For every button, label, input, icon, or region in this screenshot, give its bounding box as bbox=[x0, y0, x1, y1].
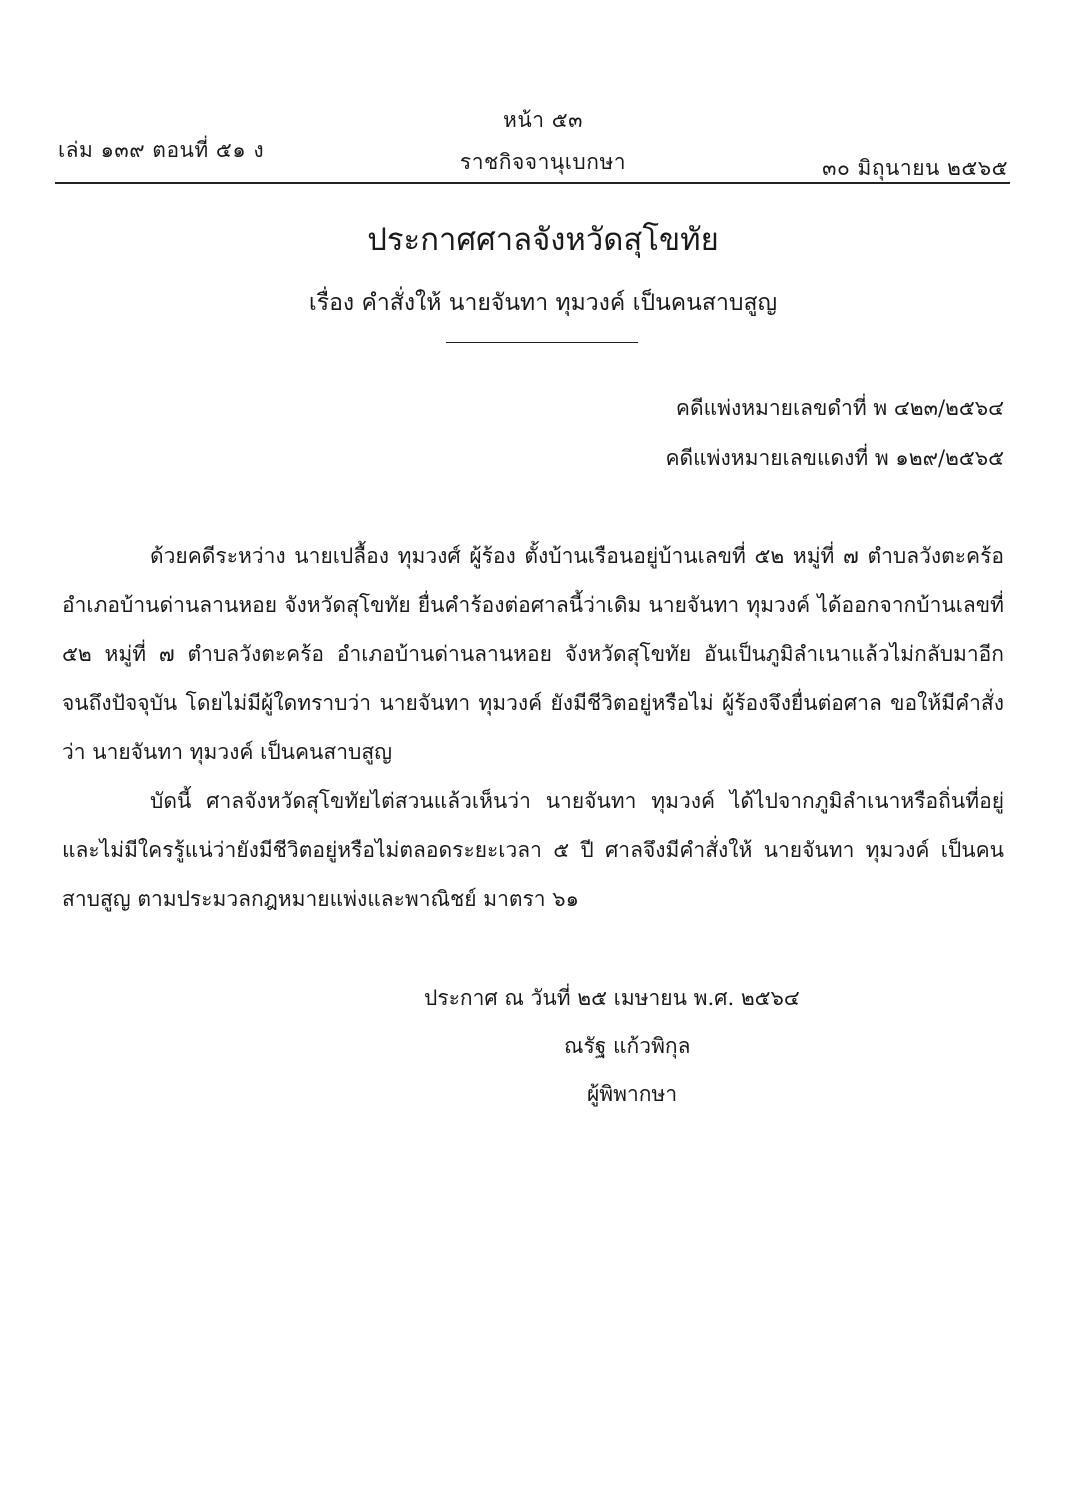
document-subject: เรื่อง คำสั่งให้ นายจันทา ทุมวงค์ เป็นคนสาบสูญ bbox=[308, 290, 778, 316]
body-paragraph-1: ด้วยคดีระหว่าง นายเปลื้อง ทุมวงศ์ ผู้ร้อง ตั้งบ้านเรือนอยู่บ้านเลขที่ ๕๒ หมู่ที่ ๗ ตำบลวังตะคร้อ อำเภอบ้านด่านลานหอย จังหวัดสุโขทัย ยื่นคำร้องต่อศาลนี้ว่าเดิม นายจันทา ทุมวงค์ ได้ออกจากบ้านเลขที่ ๕๒ หมู่ที่ ๗ ตำบลวังตะคร้อ อำเภอบ้านด่านลานหอย จังหวัดสุโขทัย อันเป็นภูมิลำเนาแล้วไม่กลับมาอีกจนถึงปัจจุบัน โดยไม่มีผู้ใดทราบว่า นายจันทา ทุมวงค์ ยังมีชีวิตอยู่หรือไม่ ผู้ร้องจึงยื่นต่อศาล ขอให้มีคำสั่งว่า นายจันทา ทุมวงค์ เป็นคนสาบสูญ bbox=[62, 544, 1004, 764]
black-case-number: คดีแพ่งหมายเลขดำที่ พ ๔๒๓/๒๕๖๔ bbox=[675, 396, 1004, 420]
gazette-volume: เล่ม ๑๓๙ ตอนที่ ๕๑ ง bbox=[58, 138, 265, 162]
judge-position: ผู้พิพากษา bbox=[587, 1082, 678, 1106]
header-divider bbox=[55, 182, 1010, 184]
announcement-body bbox=[62, 532, 1004, 924]
body-paragraph-2: บัดนี้ ศาลจังหวัดสุโขทัยไต่สวนแล้วเห็นว่า นายจันทา ทุมวงค์ ได้ไปจากภูมิลำเนาหรือถิ่นที่อยู่ และไม่มีใครรู้แน่ว่ายังมีชีวิตอยู่หรือไม่ตลอดระยะเวลา ๕ ปี ศาลจึงมีคำสั่งให้ นายจันทา ทุมวงค์ เป็นคนสาบสูญ ตามประมวลกฎหมายแพ่งและพาณิชย์ มาตรา ๖๑ bbox=[62, 789, 1004, 911]
gazette-date: ๓๐ มิถุนายน ๒๕๖๕ bbox=[822, 156, 1008, 180]
gazette-page-number: หน้า ๕๓ bbox=[503, 108, 583, 132]
announcement-date: ประกาศ ณ วันที่ ๒๕ เมษายน พ.ศ. ๒๕๖๔ bbox=[424, 986, 800, 1010]
red-case-number: คดีแพ่งหมายเลขแดงที่ พ ๑๒๙/๒๕๖๕ bbox=[665, 446, 1004, 470]
document-title: ประกาศศาลจังหวัดสุโขทัย bbox=[367, 222, 719, 258]
judge-name: ณรัฐ แก้วพิกุล bbox=[564, 1034, 691, 1058]
gazette-name: ราชกิจจานุเบกษา bbox=[459, 150, 627, 174]
title-underline bbox=[446, 342, 638, 343]
